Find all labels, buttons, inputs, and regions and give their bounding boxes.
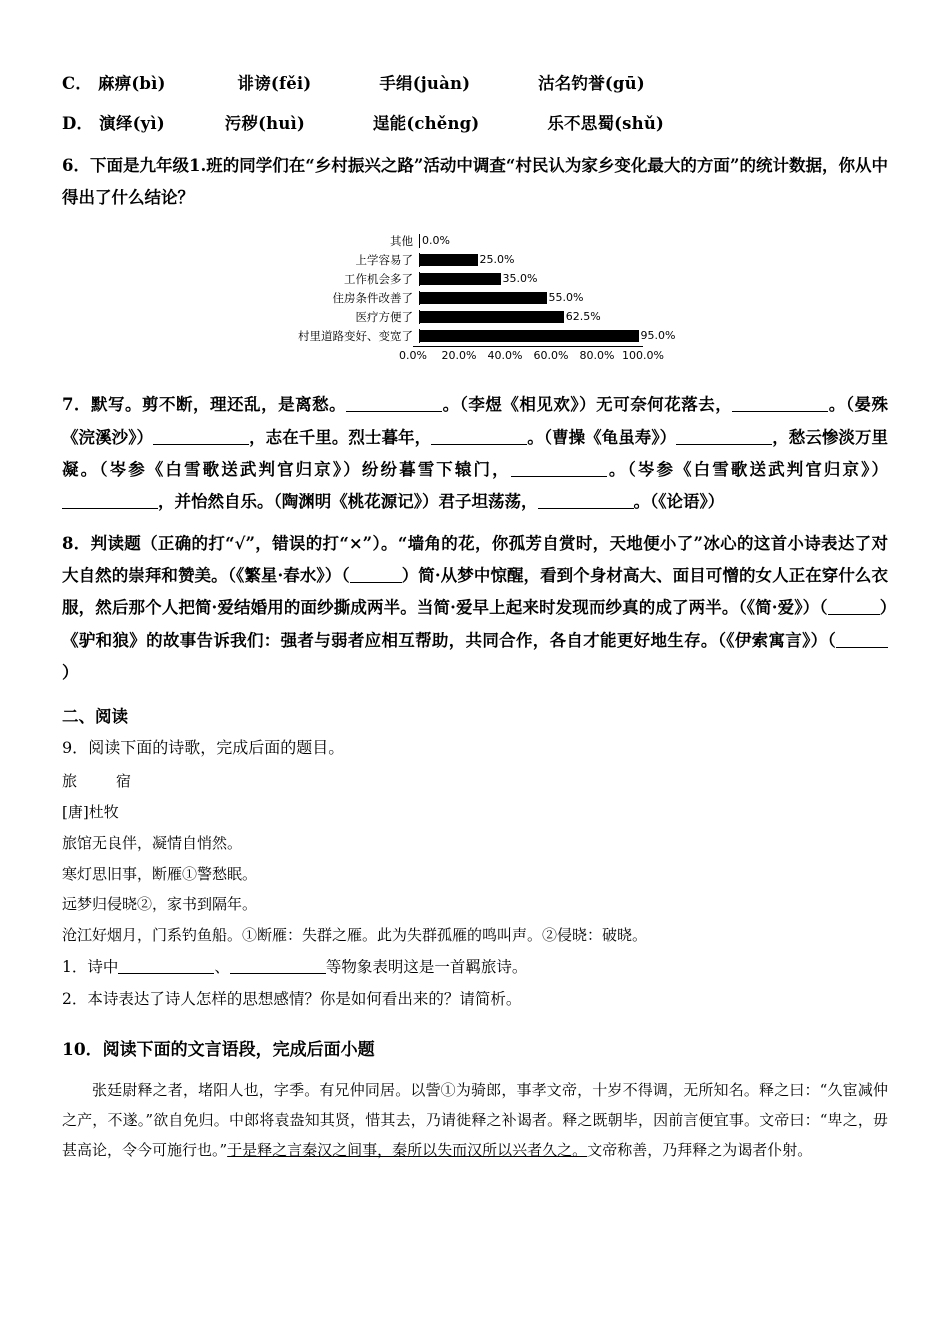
question-8 — [62, 528, 888, 689]
passage-underlined-sentence: 于是释之言秦汉之间事，秦所以失而汉所以兴者久之。 — [227, 1140, 588, 1159]
option-c-seg-1: 麻痹(bì) — [98, 74, 166, 93]
answer-blank[interactable] — [676, 426, 772, 444]
chart-category-label: 上学容易了 — [355, 252, 413, 267]
option-d-label: D． — [62, 114, 94, 133]
chart-bar — [420, 292, 547, 304]
chart-value-label: 62.5% — [565, 310, 601, 324]
chart-category-label: 其他 — [390, 233, 413, 248]
poem-title: 旅 宿 — [62, 772, 144, 791]
chart-value-label: 55.0% — [548, 291, 584, 305]
question-8-part-1: 判读题（正确的打“√”，错误的打“×”）。“墙角的花，你孤芳自赏时，天地便小了”冰心的这首小诗表达了对大自然的崇拜和赞美。（《繁星·春水》）（ — [62, 534, 888, 586]
option-c-label: C． — [62, 74, 93, 93]
poem-line: 旅馆无良伴，凝情自悄然。 — [62, 833, 243, 852]
chart-x-tick: 80.0% — [579, 349, 615, 363]
judge-blank[interactable] — [350, 565, 402, 583]
answer-blank[interactable] — [118, 957, 214, 974]
chart-bar-zone — [419, 253, 650, 267]
chart-x-tick: 0.0% — [399, 349, 427, 363]
option-d-seg-2: 污秽(huì) — [224, 114, 306, 133]
question-10-title — [62, 1035, 888, 1060]
chart-row — [255, 289, 695, 307]
passage-part-after: 文帝称善，乃拜释之为谒者仆射。 — [587, 1140, 813, 1159]
question-7-part-2: 。（李煜《相见欢》）无可奈何花落去， — [442, 395, 733, 415]
sub-question-text-mid: 、 — [214, 958, 230, 977]
question-10-heading: 阅读下面的文言语段，完成后面小题 — [102, 1039, 375, 1060]
question-6 — [62, 150, 888, 214]
answer-blank[interactable] — [346, 394, 442, 412]
chart-x-axis — [399, 346, 664, 363]
question-7-part-4: ，志在千里。烈士暮年， — [249, 427, 432, 447]
question-9-text: 阅读下面的诗歌，完成后面的题目。 — [88, 737, 345, 757]
question-9 — [62, 733, 888, 763]
chart-category-label: 工作机会多了 — [344, 271, 413, 286]
chart-bar — [420, 273, 501, 285]
chart-category-label: 住房条件改善了 — [332, 290, 413, 305]
question-7-part-1: 默写。剪不断，理还乱，是离愁。 — [91, 395, 347, 415]
answer-blank[interactable] — [511, 458, 607, 476]
chart-rows — [255, 232, 695, 346]
option-line-d — [62, 110, 888, 134]
question-6-text: 下面是九年级1.班的同学们在“乡村振兴之路”活动中调查“村民认为家乡变化最大的方面”的统计数据，你从中得出了什么结论？ — [62, 156, 888, 208]
chart-bar-zone — [419, 291, 650, 305]
judge-blank[interactable] — [836, 629, 888, 647]
chart-bar-zone — [419, 272, 650, 286]
chart-bar-zone — [419, 310, 650, 324]
question-7-part-7: 。（岑参《白雪歌送武判官归京》） — [606, 459, 889, 479]
section-title-reading: 二、阅读 — [62, 706, 128, 726]
question-7-number: 7． — [62, 395, 91, 415]
poem-line: 寒灯思旧事，断雁①警愁眠。 — [62, 864, 258, 883]
poem-line-with-notes: 沧江好烟月，门系钓鱼船。①断雁：失群之雁。此为失群孤雁的鸣叫声。②侵晓：破晓。 — [62, 926, 648, 945]
sub-question-number: 1． — [62, 958, 88, 977]
question-9-sub-1 — [62, 952, 888, 982]
chart-value-label: 0.0% — [422, 234, 450, 248]
sub-question-text-before: 诗中 — [87, 958, 119, 977]
chart-value-label: 25.0% — [479, 253, 515, 267]
question-8-part-2: ）简·从梦中惊醒，看到个身材高大、面目可憎的女人正在穿什么衣服，然后那个人把简·爱结婚用的面纱撕成两半。当简·爱早上起来时发现而纱真的成了两半。（《简·爱》）（ — [62, 566, 889, 618]
passage-part-before: 张廷尉释之者，堵阳人也，字季。有兄仲同居。以訾①为骑郎，事孝文帝，十岁不得调，无所知名。释之曰：“久宦减仲之产，不遂。”欲自免归。中郎将袁盎知其贤，惜其去，乃请徙释之补谒者。释之既朝毕，因前言便宜事。文帝曰：“卑之，毋甚高论，令今可施行也。” — [62, 1080, 888, 1159]
chart-row — [255, 251, 695, 269]
option-c-seg-2: 诽谤(fěi) — [237, 74, 312, 93]
chart-bar — [420, 311, 564, 323]
chart-bar — [420, 330, 639, 342]
question-9-sub-2 — [62, 984, 888, 1014]
chart-category-label: 医疗方便了 — [355, 309, 413, 324]
option-d-seg-4: 乐不思蜀(shǔ) — [547, 114, 665, 133]
question-9-number: 9． — [62, 737, 89, 757]
chart-x-tick: 20.0% — [441, 349, 477, 363]
survey-bar-chart — [255, 232, 695, 363]
question-8-part-3: ）《驴和狼》的故事告诉我们：强者与弱者应相互帮助，共同合作，各自才能更好地生存。（《伊索寓言》）（ — [62, 598, 889, 650]
option-c-seg-3: 手绢(juàn) — [379, 74, 471, 93]
option-d-seg-1: 演绎(yì) — [99, 114, 165, 133]
poem-block — [62, 766, 888, 950]
survey-chart-container — [62, 232, 888, 363]
answer-blank[interactable] — [538, 491, 634, 509]
chart-bar — [420, 254, 478, 266]
sub-question-text-after: 等物象表明这是一首羁旅诗。 — [325, 958, 528, 977]
question-7-part-8: ，并怡然自乐。（陶渊明《桃花源记》）君子坦荡荡， — [158, 491, 538, 511]
question-8-part-4: ） — [62, 662, 79, 682]
chart-category-label: 村里道路变好、变宽了 — [298, 328, 413, 343]
chart-row — [255, 327, 695, 345]
chart-value-label: 35.0% — [502, 272, 538, 286]
sub-question-number: 2． — [62, 990, 88, 1009]
chart-value-label: 95.0% — [640, 329, 676, 343]
chart-x-tick: 40.0% — [487, 349, 523, 363]
chart-x-tick: 60.0% — [533, 349, 569, 363]
option-d-seg-3: 逞能(chěng) — [372, 114, 480, 133]
question-6-number: 6． — [62, 156, 90, 175]
answer-blank[interactable] — [732, 394, 828, 412]
chart-row — [255, 308, 695, 326]
question-7-part-5: 。（曹操《龟虽寿》） — [527, 427, 677, 447]
question-8-number: 8． — [62, 534, 91, 554]
answer-blank[interactable] — [431, 426, 527, 444]
question-10-number: 10． — [62, 1039, 103, 1060]
answer-blank[interactable] — [230, 957, 326, 974]
question-7-part-6: ，愁云惨淡万里凝。（岑参《白雪歌送武判官归京》）纷纷暮雪下辕门， — [62, 427, 889, 479]
answer-blank[interactable] — [153, 426, 249, 444]
question-7-part-3: 。（晏殊《浣溪沙》） — [62, 395, 889, 447]
poem-line: 远梦归侵晓②，家书到隔年。 — [62, 895, 258, 914]
option-line-c — [62, 70, 888, 94]
chart-row — [255, 270, 695, 288]
answer-blank[interactable] — [62, 491, 158, 509]
sub-question-text: 本诗表达了诗人怎样的思想感情？你是如何看出来的？请简析。 — [87, 990, 522, 1009]
option-c-seg-4: 沽名钓誉(gū) — [538, 74, 645, 93]
judge-blank[interactable] — [828, 597, 880, 615]
question-7 — [62, 389, 888, 518]
question-10-passage — [62, 1075, 888, 1165]
chart-bar-zone — [419, 234, 650, 248]
poem-author: [唐]杜牧 — [62, 803, 119, 822]
question-7-part-9: 。（《论语》） — [633, 491, 725, 511]
chart-row — [255, 232, 695, 250]
chart-bar-zone — [419, 329, 676, 343]
chart-x-tick: 100.0% — [622, 349, 664, 363]
